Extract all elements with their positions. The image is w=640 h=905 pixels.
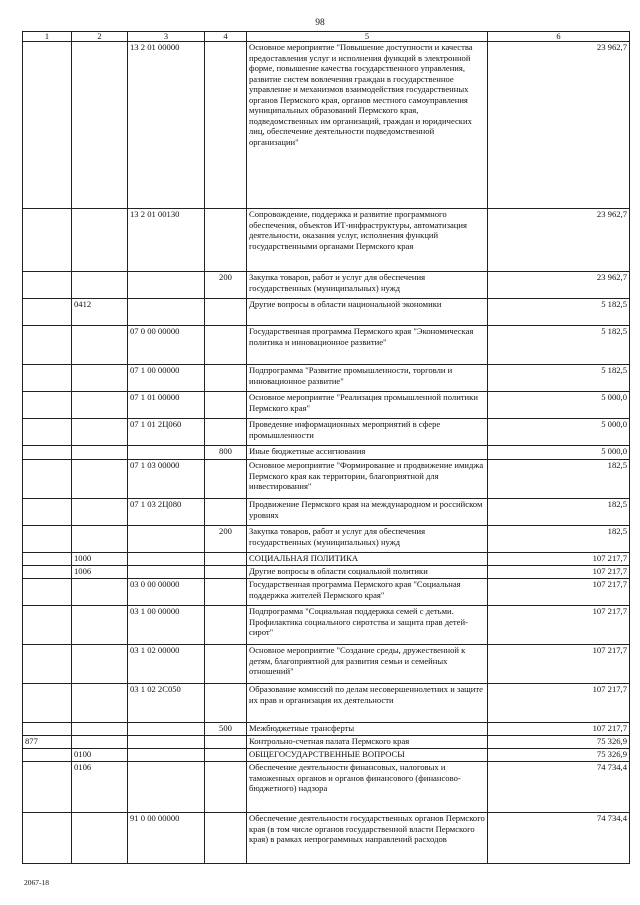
- table-header-row: [23, 32, 630, 42]
- cell-expense-type: 200: [205, 272, 247, 299]
- table-row: [23, 762, 630, 813]
- cell-admin-code: [23, 606, 72, 645]
- cell-section-code: [72, 499, 128, 526]
- cell-description: Государственная программа Пермского края "Социальная поддержка жителей Пермского края": [247, 579, 488, 606]
- column-header: 1: [23, 32, 72, 42]
- cell-admin-code: [23, 762, 72, 813]
- cell-target-article: [128, 446, 205, 460]
- table-row: [23, 606, 630, 645]
- cell-amount: 107 217,7: [488, 684, 630, 723]
- cell-expense-type: [205, 645, 247, 684]
- cell-admin-code: [23, 749, 72, 762]
- cell-description: Другие вопросы в области социальной политики: [247, 566, 488, 579]
- cell-expense-type: [205, 326, 247, 365]
- cell-amount: 107 217,7: [488, 553, 630, 566]
- table-row: [23, 209, 630, 272]
- cell-target-article: 03 0 00 00000: [128, 579, 205, 606]
- budget-table: [22, 31, 630, 864]
- cell-admin-code: [23, 553, 72, 566]
- cell-section-code: [72, 736, 128, 749]
- cell-expense-type: [205, 579, 247, 606]
- cell-target-article: [128, 553, 205, 566]
- footer-code: 2067-18: [24, 878, 49, 887]
- cell-section-code: [72, 606, 128, 645]
- cell-amount: 107 217,7: [488, 579, 630, 606]
- cell-amount: 182,5: [488, 526, 630, 553]
- cell-expense-type: [205, 736, 247, 749]
- cell-expense-type: [205, 566, 247, 579]
- column-header: 4: [205, 32, 247, 42]
- column-header: 3: [128, 32, 205, 42]
- cell-description: Основное мероприятие "Повышение доступности и качества предоставления услуг и исполнения функций в электронной форме, повышение качества государственного управления, развитие систем вовлечения граждан в государственное управление и механизмов взаимодействия государственных органов Пермского края, органов местного самоуправления муниципальных образований Пермского края, подведомственных им организаций, граждан и юридических лиц, обеспечение деятельности подведомственной организации": [247, 42, 488, 209]
- cell-admin-code: [23, 460, 72, 499]
- cell-admin-code: [23, 326, 72, 365]
- cell-description: Другие вопросы в области национальной экономики: [247, 299, 488, 326]
- cell-expense-type: [205, 419, 247, 446]
- cell-target-article: 07 0 00 00000: [128, 326, 205, 365]
- page-number: 98: [315, 18, 325, 28]
- cell-section-code: 1000: [72, 553, 128, 566]
- cell-amount: 5 000,0: [488, 446, 630, 460]
- cell-description: Обеспечение деятельности финансовых, налоговых и таможенных органов и органов финансового (финансово-бюджетного) надзора: [247, 762, 488, 813]
- cell-expense-type: 800: [205, 446, 247, 460]
- cell-admin-code: [23, 365, 72, 392]
- cell-description: СОЦИАЛЬНАЯ ПОЛИТИКА: [247, 553, 488, 566]
- cell-description: Закупка товаров, работ и услуг для обеспечения государственных (муниципальных) нужд: [247, 526, 488, 553]
- cell-section-code: [72, 645, 128, 684]
- cell-target-article: 07 1 01 2Ц060: [128, 419, 205, 446]
- cell-target-article: 91 0 00 00000: [128, 813, 205, 864]
- cell-target-article: 07 1 00 00000: [128, 365, 205, 392]
- cell-expense-type: [205, 392, 247, 419]
- table-row: [23, 579, 630, 606]
- table-row: [23, 736, 630, 749]
- cell-section-code: [72, 579, 128, 606]
- table-row: [23, 419, 630, 446]
- cell-amount: 74 734,4: [488, 813, 630, 864]
- cell-amount: 5 000,0: [488, 392, 630, 419]
- cell-expense-type: [205, 749, 247, 762]
- cell-amount: 5 182,5: [488, 365, 630, 392]
- cell-target-article: 07 1 03 00000: [128, 460, 205, 499]
- cell-expense-type: 200: [205, 526, 247, 553]
- cell-description: Обеспечение деятельности государственных органов Пермского края (в том числе органов государственной власти Пермского края) в рамках непрограммных направлений расходов: [247, 813, 488, 864]
- cell-expense-type: [205, 553, 247, 566]
- cell-section-code: [72, 419, 128, 446]
- cell-section-code: [72, 272, 128, 299]
- cell-admin-code: [23, 299, 72, 326]
- table-row: [23, 553, 630, 566]
- column-header: 6: [488, 32, 630, 42]
- cell-amount: 107 217,7: [488, 723, 630, 736]
- cell-target-article: [128, 749, 205, 762]
- cell-admin-code: [23, 645, 72, 684]
- cell-amount: 74 734,4: [488, 762, 630, 813]
- table-row: [23, 326, 630, 365]
- cell-target-article: [128, 566, 205, 579]
- cell-admin-code: [23, 446, 72, 460]
- cell-section-code: [72, 723, 128, 736]
- cell-target-article: 03 1 00 00000: [128, 606, 205, 645]
- cell-section-code: [72, 526, 128, 553]
- cell-admin-code: [23, 392, 72, 419]
- cell-admin-code: [23, 579, 72, 606]
- cell-description: Закупка товаров, работ и услуг для обеспечения государственных (муниципальных) нужд: [247, 272, 488, 299]
- cell-description: Подпрограмма "Социальная поддержка семей с детьми. Профилактика социального сиротства и защита прав детей-сирот": [247, 606, 488, 645]
- cell-admin-code: [23, 526, 72, 553]
- cell-description: Основное мероприятие "Реализация промышленной политики Пермского края": [247, 392, 488, 419]
- table-row: [23, 749, 630, 762]
- cell-description: Образование комиссий по делам несовершеннолетних и защите их прав и организация их деятельности: [247, 684, 488, 723]
- cell-amount: 23 962,7: [488, 209, 630, 272]
- cell-expense-type: [205, 42, 247, 209]
- cell-target-article: 13 2 01 00130: [128, 209, 205, 272]
- cell-description: Продвижение Пермского края на международном и российском уровнях: [247, 499, 488, 526]
- cell-description: Сопровождение, поддержка и развитие программного обеспечения, объектов ИТ-инфраструктуры, автоматизация деятельности, оказания услуг, исполнения функций государственными органами Пермского края: [247, 209, 488, 272]
- cell-target-article: [128, 272, 205, 299]
- cell-target-article: 07 1 01 00000: [128, 392, 205, 419]
- cell-section-code: 1006: [72, 566, 128, 579]
- cell-section-code: [72, 365, 128, 392]
- cell-expense-type: [205, 460, 247, 499]
- cell-admin-code: 877: [23, 736, 72, 749]
- cell-expense-type: [205, 606, 247, 645]
- table-row: [23, 566, 630, 579]
- cell-admin-code: [23, 684, 72, 723]
- cell-expense-type: [205, 365, 247, 392]
- cell-section-code: [72, 460, 128, 499]
- cell-section-code: [72, 209, 128, 272]
- table-row: [23, 499, 630, 526]
- cell-section-code: [72, 813, 128, 864]
- cell-admin-code: [23, 209, 72, 272]
- cell-description: Государственная программа Пермского края "Экономическая политика и инновационное развитие": [247, 326, 488, 365]
- table-row: [23, 684, 630, 723]
- cell-section-code: [72, 684, 128, 723]
- cell-amount: 5 182,5: [488, 326, 630, 365]
- cell-section-code: [72, 326, 128, 365]
- cell-admin-code: [23, 419, 72, 446]
- cell-amount: 75 326,9: [488, 736, 630, 749]
- cell-expense-type: [205, 499, 247, 526]
- cell-description: Контрольно-счетная палата Пермского края: [247, 736, 488, 749]
- cell-description: Проведение информационных мероприятий в сфере промышленности: [247, 419, 488, 446]
- column-header: 2: [72, 32, 128, 42]
- cell-admin-code: [23, 566, 72, 579]
- cell-section-code: [72, 392, 128, 419]
- cell-amount: 5 000,0: [488, 419, 630, 446]
- cell-admin-code: [23, 272, 72, 299]
- table-row: [23, 813, 630, 864]
- cell-amount: 107 217,7: [488, 645, 630, 684]
- cell-admin-code: [23, 723, 72, 736]
- cell-target-article: [128, 723, 205, 736]
- cell-expense-type: 500: [205, 723, 247, 736]
- cell-amount: 182,5: [488, 499, 630, 526]
- table-row: [23, 392, 630, 419]
- cell-description: Основное мероприятие "Создание среды, дружественной к детям, благоприятной для развития семьи и семейных отношений": [247, 645, 488, 684]
- cell-section-code: 0412: [72, 299, 128, 326]
- cell-description: Подпрограмма "Развитие промышленности, торговли и инновационное развитие": [247, 365, 488, 392]
- cell-admin-code: [23, 813, 72, 864]
- cell-expense-type: [205, 299, 247, 326]
- cell-target-article: 03 1 02 00000: [128, 645, 205, 684]
- cell-expense-type: [205, 684, 247, 723]
- cell-amount: 107 217,7: [488, 566, 630, 579]
- cell-description: ОБЩЕГОСУДАРСТВЕННЫЕ ВОПРОСЫ: [247, 749, 488, 762]
- column-header: 5: [247, 32, 488, 42]
- cell-target-article: 07 1 03 2Ц080: [128, 499, 205, 526]
- cell-description: Иные бюджетные ассигнования: [247, 446, 488, 460]
- cell-target-article: 13 2 01 00000: [128, 42, 205, 209]
- cell-admin-code: [23, 42, 72, 209]
- table-row: [23, 272, 630, 299]
- cell-target-article: [128, 299, 205, 326]
- cell-expense-type: [205, 209, 247, 272]
- cell-section-code: [72, 446, 128, 460]
- table-row: [23, 42, 630, 209]
- cell-expense-type: [205, 813, 247, 864]
- table-row: [23, 645, 630, 684]
- cell-expense-type: [205, 762, 247, 813]
- cell-target-article: [128, 736, 205, 749]
- cell-section-code: 0106: [72, 762, 128, 813]
- table-row: [23, 299, 630, 326]
- table-row: [23, 526, 630, 553]
- table-row: [23, 446, 630, 460]
- table-row: [23, 723, 630, 736]
- table-row: [23, 460, 630, 499]
- cell-description: Межбюджетные трансферты: [247, 723, 488, 736]
- cell-amount: 5 182,5: [488, 299, 630, 326]
- cell-target-article: 03 1 02 2С050: [128, 684, 205, 723]
- cell-section-code: [72, 42, 128, 209]
- cell-amount: 107 217,7: [488, 606, 630, 645]
- cell-amount: 182,5: [488, 460, 630, 499]
- cell-target-article: [128, 762, 205, 813]
- cell-amount: 23 962,7: [488, 272, 630, 299]
- cell-amount: 75 326,9: [488, 749, 630, 762]
- table-row: [23, 365, 630, 392]
- cell-target-article: [128, 526, 205, 553]
- cell-amount: 23 962,7: [488, 42, 630, 209]
- cell-section-code: 0100: [72, 749, 128, 762]
- cell-description: Основное мероприятие "Формирование и продвижение имиджа Пермского края как территории, благоприятной для инвестирования": [247, 460, 488, 499]
- cell-admin-code: [23, 499, 72, 526]
